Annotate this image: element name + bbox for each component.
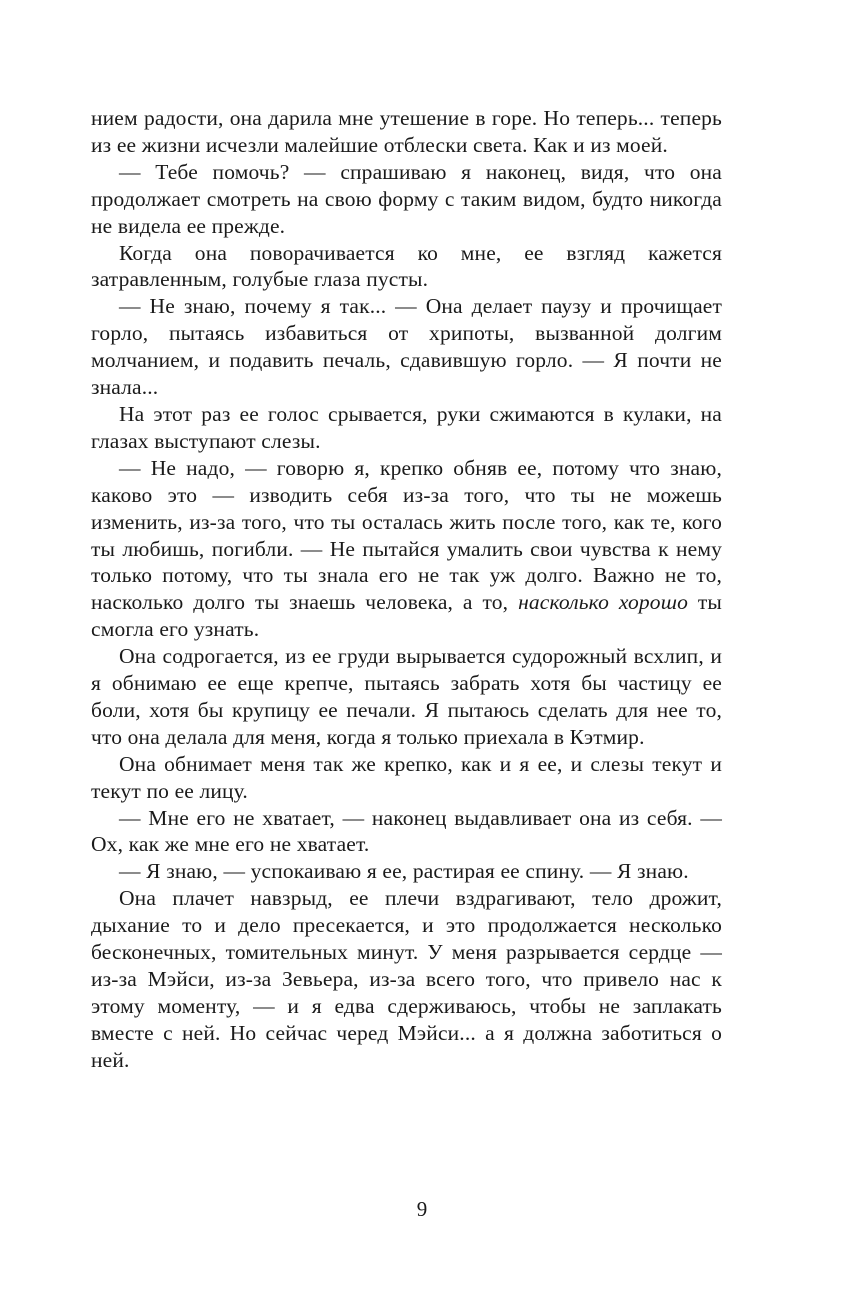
paragraph [91,159,722,240]
paragraph [91,105,722,159]
paragraph [91,293,722,401]
paragraph-text: Она плачет навзрыд, ее плечи вздрагивают, тело дрожит, дыхание то и дело пресекается, и это продолжается несколько бесконечных, томительных минут. У меня разрывается сердце — из-за Мэйси, из-за Зевьера, из-за всего того, что привело нас к этому моменту, — и я едва сдерживаюсь, чтобы не заплакать вместе с ней. Но сейчас черед Мэйси... а я должна заботиться о ней. [91,886,722,1072]
paragraph-text: ты смогла его узнать. [91,590,722,642]
paragraph [91,858,722,885]
paragraph [91,885,722,1073]
body-text [91,105,722,1074]
paragraph-text: Она обнимает меня так же крепко, как и я ее, и слезы текут и текут по ее лицу. [91,751,722,803]
paragraph-text: — Я знаю, — успокаиваю я ее, растирая ее спину. — Я знаю. [119,859,689,884]
paragraph-text: — Не надо, — говорю я, крепко обняв ее, потому что знаю, каково это — изводить себя из-за того, что ты не можешь изменить, из-за того, что ты осталась жить после того, как те, кого ты любишь, погибли. — Не пытайся умалить свои чувства к нему только потому, что ты знала его не так уж долго. Важно не то, насколько долго ты знаешь человека, а то, [91,455,722,615]
paragraph-text: Она содрогается, из ее груди вырывается судорожный всхлип, и я обнимаю ее еще крепче, пытаясь забрать хотя бы частицу ее боли, хотя бы крупицу ее печали. Я пытаюсь сделать для нее то, что она делала для меня, когда я только приехала в Кэтмир. [91,644,722,749]
paragraph-text: На этот раз ее голос срывается, руки сжимаются в кулаки, на глазах выступают слезы. [91,401,722,453]
italic-emphasis: насколько хорошо [518,590,688,615]
paragraph [91,805,722,859]
page-number: 9 [416,1197,428,1221]
paragraph [91,751,722,805]
paragraph-text: — Тебе помочь? — спрашиваю я наконец, видя, что она продолжает смотреть на свою форму с таким видом, будто никогда не видела ее прежде. [91,159,722,238]
paragraph [91,240,722,294]
paragraph-text: нием радости, она дарила мне утешение в горе. Но теперь... теперь из ее жизни исчезли малейшие отблески света. Как и из моей. [91,106,722,157]
paragraph [91,455,722,643]
paragraph-text: Когда она поворачивается ко мне, ее взгляд кажется затравленным, голубые глаза пусты. [91,240,722,292]
paragraph [91,401,722,455]
paragraph-text: — Мне его не хватает, — наконец выдавливает она из себя. — Ох, как же мне его не хватает. [91,805,722,857]
paragraph-text: — Не знаю, почему я так... — Она делает паузу и прочищает горло, пытаясь избавиться от хрипоты, вызванной долгим молчанием, и подавить печаль, сдавившую горло. — Я почти не знала... [91,294,722,400]
paragraph [91,643,722,751]
